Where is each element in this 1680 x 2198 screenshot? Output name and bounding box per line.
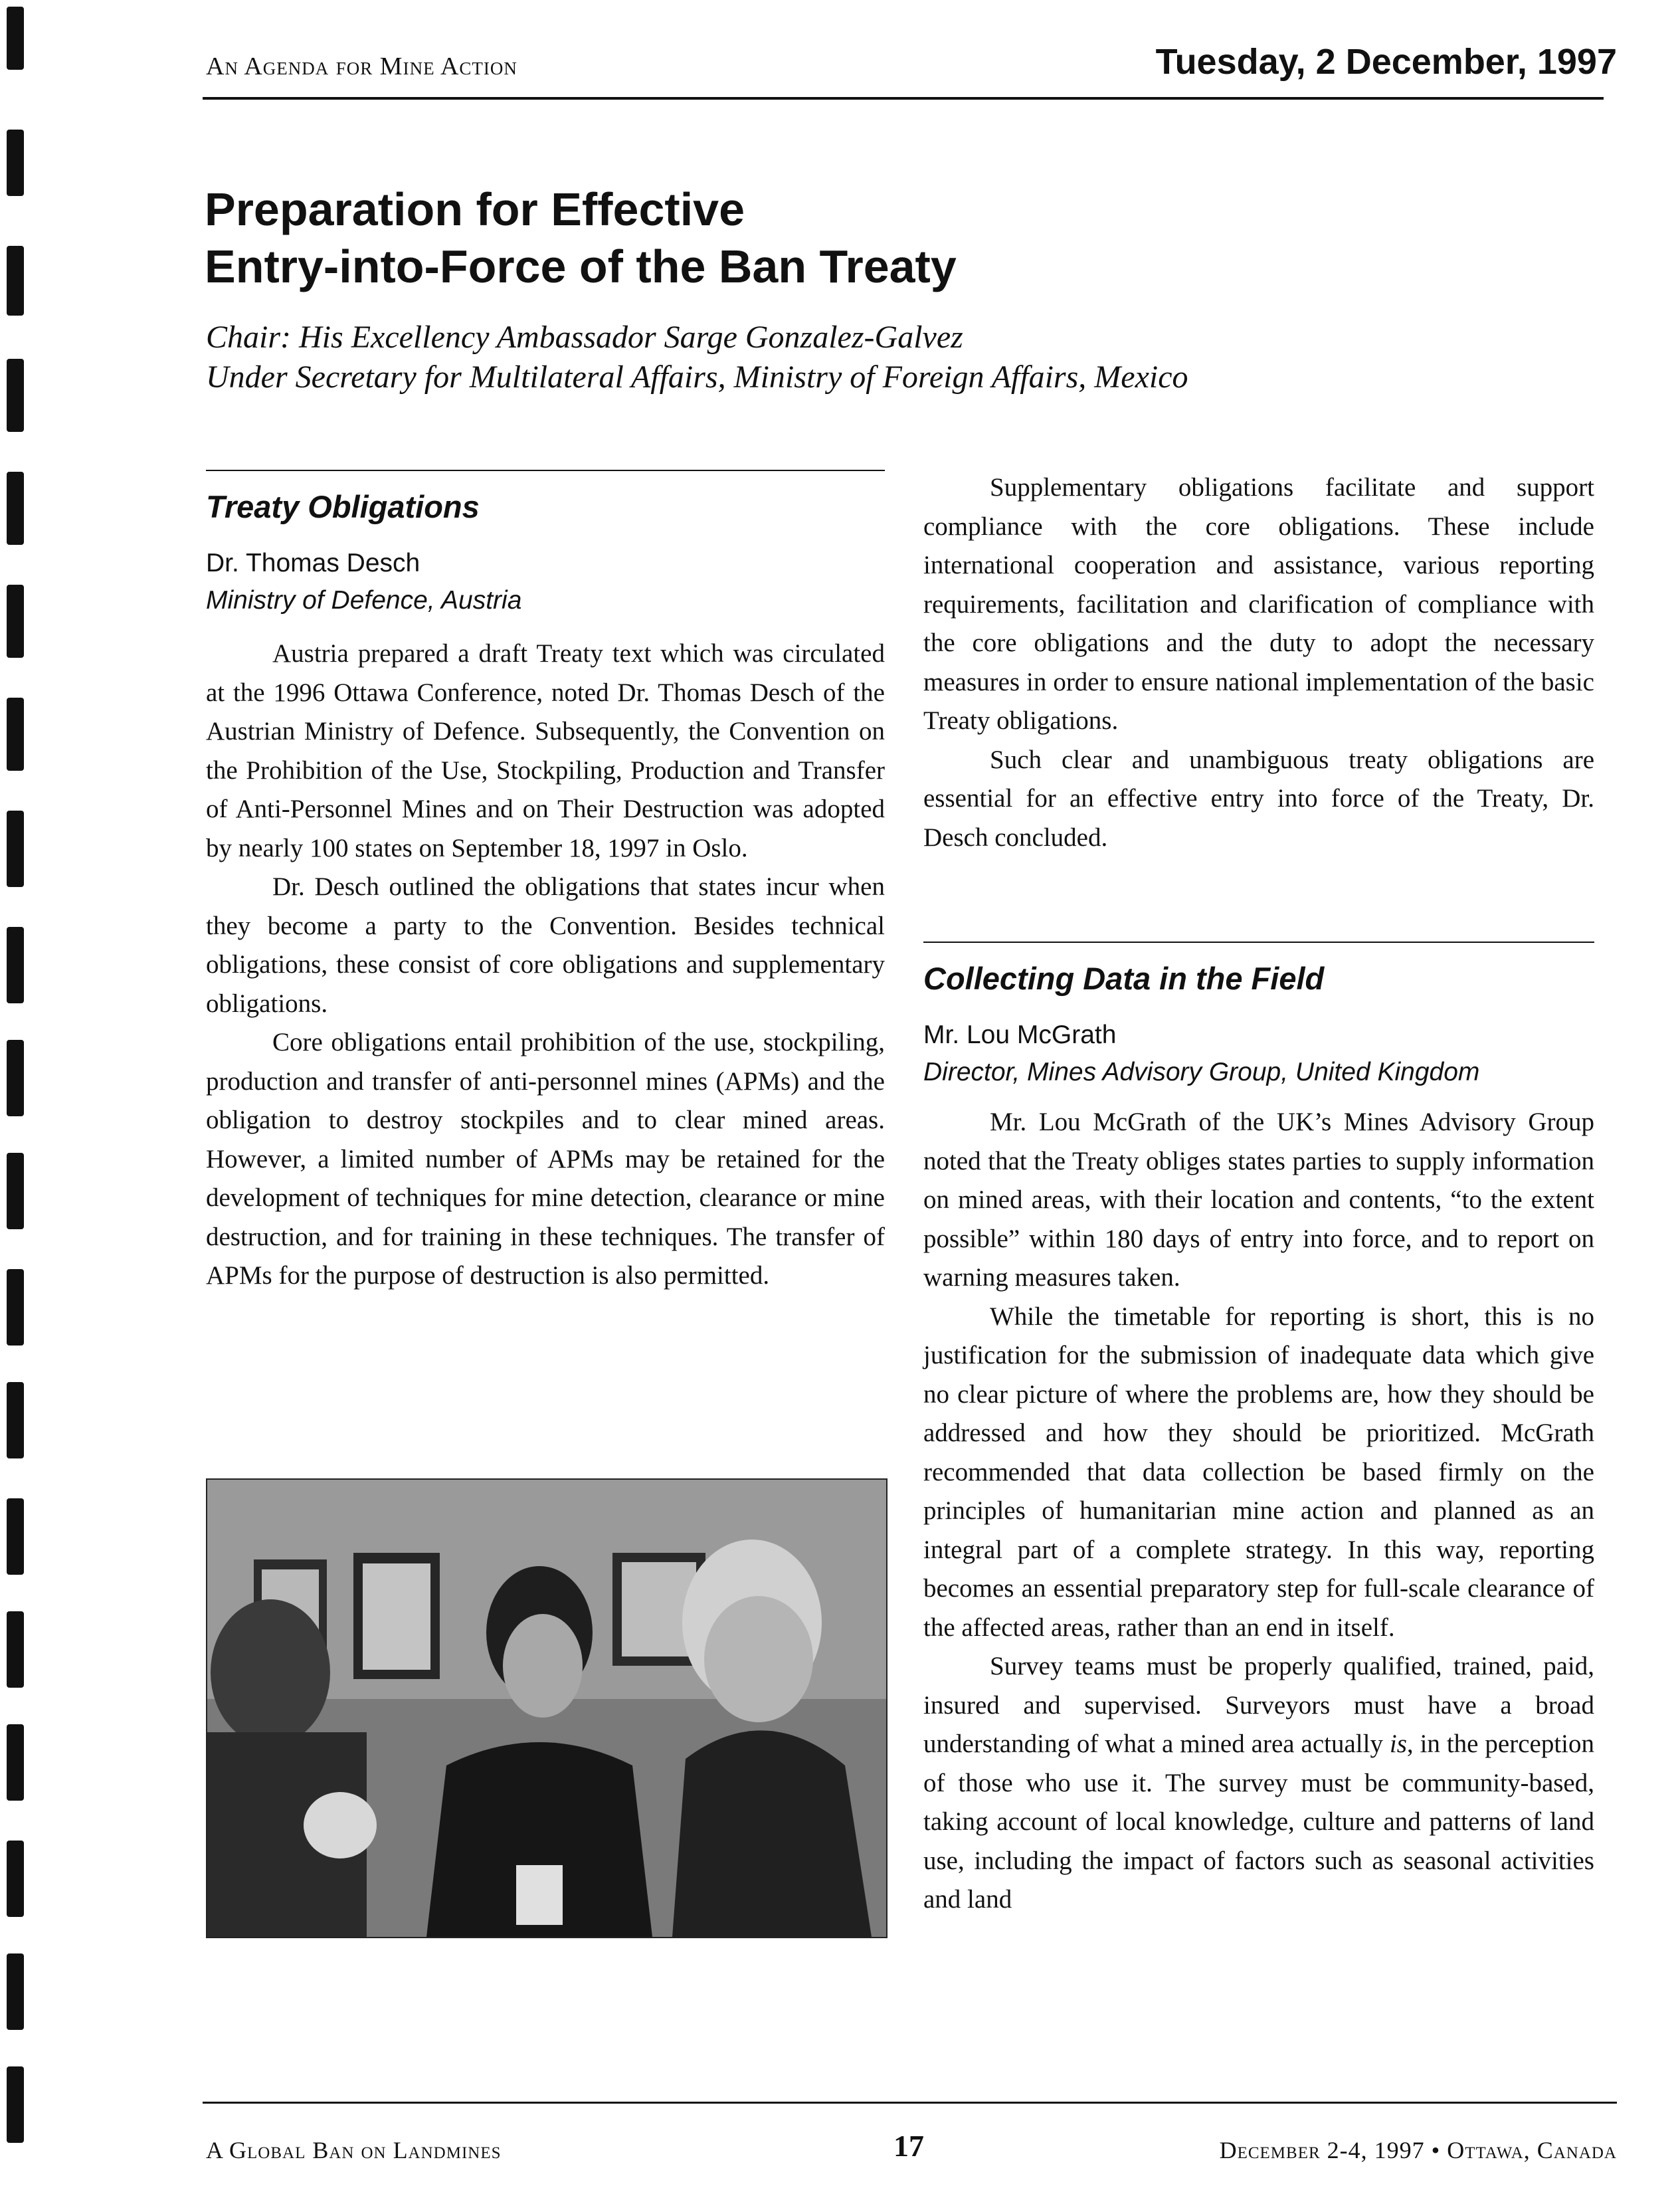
paragraph: Such clear and unambiguous treaty obligations are essential for an effective entry into force of the Treaty, Dr. Desch concluded. — [923, 745, 1594, 852]
paragraph-text: Survey teams must be properly qualified, trained, paid, insured and supervised. Surveyors must have a broad understanding of what a mined area actually — [923, 1652, 1594, 1758]
binder-mark — [7, 585, 24, 658]
binder-mark — [7, 1498, 24, 1575]
emphasis-text: is — [1389, 1730, 1407, 1758]
header-divider — [203, 97, 1604, 100]
binder-mark — [7, 698, 24, 771]
paragraph: While the timetable for reporting is short, this is no justification for the submission of inadequate data which give no clear picture of where the problems are, how they should be addressed and how they should be prioritized. McGrath recommended that data collection be based firmly on the principles of humanitarian mine action and planned as an integral part of a complete strategy. In this way, reporting becomes an essential preparatory step for full-scale clearance of the affected areas, rather than an end in itself. — [923, 1302, 1594, 1642]
paragraph-text: , in the perception of those who use it. The survey must be community-based, taking account of local knowledge, culture and patterns of land use, including the impact of factors such as seasonal activities and land — [923, 1730, 1594, 1914]
binder-mark — [7, 130, 24, 196]
paragraph: Austria prepared a draft Treaty text which was circulated at the 1996 Ottawa Conference, noted Dr. Thomas Desch of the Austrian Ministry of Defence. Subsequently, the Convention on the Prohibition of the Use, Stockpiling, Production and Transfer of Anti-Personnel Mines and on Their Destruction was adopted by nearly 100 states on September 18, 1997 in Oslo. — [206, 639, 885, 862]
binder-mark — [7, 2066, 24, 2143]
section-heading-treaty-obligations: Treaty Obligations — [206, 489, 480, 524]
page-title-line-2: Entry-into-Force of the Ban Treaty — [205, 241, 957, 292]
binder-mark — [7, 811, 24, 887]
footer-publication: A Global Ban on Landmines — [206, 2137, 502, 2163]
binder-mark — [7, 1724, 24, 1801]
paragraph: Core obligations entail prohibition of the use, stockpiling, production and transfer of anti-personnel mines (APMs) and the obligation to destroy stockpiles and to clear mined areas. However, a limited number of APMs may be retained for the development of techniques for mine detection, clearance or mine destruction, and for training in these techniques. The transfer of APMs for the purpose of destruction is also permitted. — [206, 1028, 885, 1290]
binder-mark — [7, 927, 24, 1003]
binder-mark — [7, 1382, 24, 1458]
binder-mark — [7, 359, 24, 432]
paragraph: Dr. Desch outlined the obligations that states incur when they become a party to the Convention. Besides technical obligations, these consist of core obligations and supplementary obligations. — [206, 872, 885, 1018]
footer-divider — [203, 2102, 1617, 2104]
session-chair-line-2: Under Secretary for Multilateral Affairs, Ministry of Foreign Affairs, Mexico — [206, 359, 1188, 395]
session-chair — [206, 318, 1188, 397]
speaker-block — [206, 545, 521, 619]
binder-mark — [7, 1153, 24, 1229]
speaker-affiliation: Ministry of Defence, Austria — [206, 586, 522, 615]
paragraph: Supplementary obligations facilitate and support compliance with the core obligations. These include international cooperation and assistance, various reporting requirements, facilitation and clarification of compliance with the core obligations and the duty to adopt the necessary measures in order to ensure national implementation of the basic Treaty obligations. — [923, 473, 1594, 735]
binder-mark — [7, 246, 24, 316]
running-header-title: An Agenda for Mine Action — [206, 52, 517, 80]
section-divider — [206, 470, 885, 471]
article-body-right-top — [923, 468, 1594, 857]
binder-mark — [7, 1040, 24, 1116]
binder-mark — [7, 472, 24, 545]
binder-mark — [7, 1841, 24, 1917]
paragraph — [923, 1647, 1594, 1920]
section-heading-collecting-data: Collecting Data in the Field — [923, 961, 1325, 996]
article-body-right — [923, 1103, 1594, 1920]
speaker-name: Mr. Lou McGrath — [923, 1021, 1117, 1049]
paragraph: Mr. Lou McGrath of the UK’s Mines Advisory Group noted that the Treaty obliges states parties to supply information on mined areas, with their location and contents, “to the extent possible” within 180 days of entry into force, and to report on warning measures taken. — [923, 1108, 1594, 1292]
binder-mark — [7, 7, 24, 70]
event-photo-image — [207, 1480, 886, 1937]
session-chair-line-1: Chair: His Excellency Ambassador Sarge Gonzalez-Galvez — [206, 320, 963, 355]
page-title-line-1: Preparation for Effective — [205, 183, 745, 235]
article-body-left — [206, 635, 885, 1296]
page-number: 17 — [893, 2129, 924, 2163]
footer-event: December 2-4, 1997 • Ottawa, Canada — [1219, 2137, 1617, 2163]
section-divider — [923, 942, 1594, 943]
speaker-name: Dr. Thomas Desch — [206, 549, 420, 577]
page-title — [205, 181, 957, 295]
speaker-affiliation: Director, Mines Advisory Group, United Kingdom — [923, 1058, 1480, 1086]
binder-mark — [7, 1953, 24, 2030]
binder-mark — [7, 1611, 24, 1688]
binder-mark — [7, 1269, 24, 1346]
speaker-block — [923, 1017, 1479, 1091]
event-photo — [206, 1478, 887, 1938]
running-header-date: Tuesday, 2 December, 1997 — [1155, 42, 1617, 82]
